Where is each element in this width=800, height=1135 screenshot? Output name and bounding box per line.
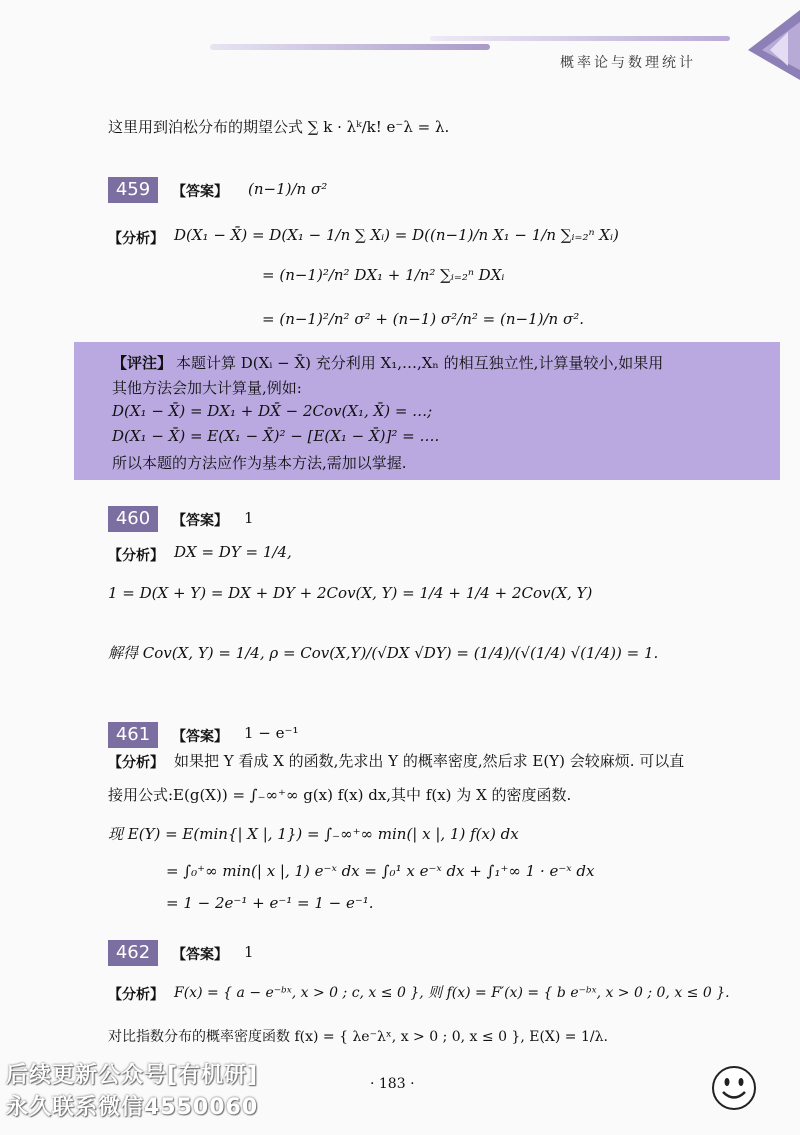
question-number-461: 461 [108, 722, 158, 748]
analysis-tag: 【分析】 [108, 755, 164, 771]
watermark-line-1: 后续更新公众号[有机研] [6, 1063, 259, 1088]
note-line-1: 本题计算 D(Xᵢ − X̄) 充分利用 X₁,…,Xₙ 的相互独立性,计算量较小,如果用 [176, 354, 664, 372]
answer-tag: 【答案】 [172, 184, 228, 200]
analysis-461-line-2: 接用公式:E(g(X)) = ∫₋∞⁺∞ g(x) f(x) dx,其中 f(x) 为 X 的密度函数. [108, 786, 572, 804]
analysis-461-line-4: = ∫₀⁺∞ min(| x |, 1) e⁻ˣ dx = ∫₀¹ x e⁻ˣ dx + ∫₁⁺∞ 1 · e⁻ˣ dx [166, 862, 595, 880]
analysis-459-line-3: = (n−1)²/n² σ² + (n−1) σ²/n² = (n−1)/n σ². [262, 310, 584, 328]
analysis-461-line-5: = 1 − 2e⁻¹ + e⁻¹ = 1 − e⁻¹. [166, 894, 374, 912]
analysis-462-line-2: 对比指数分布的概率密度函数 f(x) = { λe⁻λˣ, x > 0 ; 0, x ≤ 0 }, E(X) = 1/λ. [108, 1029, 608, 1045]
answer-462: 1 [244, 943, 254, 961]
question-number-459: 459 [108, 177, 158, 203]
smiley-icon [711, 1065, 757, 1111]
page-number: · 183 · [370, 1076, 415, 1092]
header-decoration-2 [210, 44, 490, 50]
answer-460: 1 [244, 509, 254, 527]
answer-459: (n−1)/n σ² [248, 180, 328, 198]
answer-tag: 【答案】 [172, 729, 228, 745]
question-number-460: 460 [108, 506, 158, 532]
analysis-461-line-3: 现 E(Y) = E(min{| X |, 1}) = ∫₋∞⁺∞ min(| x |, 1) f(x) dx [108, 825, 519, 843]
analysis-tag: 【分析】 [108, 987, 164, 1003]
note-line-4: D(X₁ − X̄) = E(X₁ − X̄)² − [E(X₁ − X̄)]² = …. [112, 427, 440, 445]
header-decoration [430, 36, 730, 41]
question-number-462: 462 [108, 940, 158, 966]
analysis-459-line-2: = (n−1)²/n² DX₁ + 1/n² ∑ᵢ₌₂ⁿ DXᵢ [262, 266, 505, 284]
answer-461: 1 − e⁻¹ [244, 724, 299, 742]
intro-text: 这里用到泊松分布的期望公式 ∑ k · λᵏ/k! e⁻λ = λ. [108, 118, 450, 136]
analysis-462-line-1: F(x) = { a − e⁻ᵇˣ, x > 0 ; c, x ≤ 0 }, 则 f(x) = F′(x) = { b e⁻ᵇˣ, x > 0 ; 0, x ≤ 0 }. [174, 985, 730, 1001]
analysis-459-line-1: D(X₁ − X̄) = D(X₁ − 1/n ∑ Xᵢ) = D((n−1)/n X₁ − 1/n ∑ᵢ₌₂ⁿ Xᵢ) [174, 226, 619, 244]
note-line-5: 所以本题的方法应作为基本方法,需加以掌握. [112, 454, 407, 472]
corner-triangle-icon [740, 10, 800, 80]
analysis-460-line-2: 1 = D(X + Y) = DX + DY + 2Cov(X, Y) = 1/4 + 1/4 + 2Cov(X, Y) [108, 584, 593, 602]
note-line-2: 其他方法会加大计算量,例如: [112, 379, 302, 397]
analysis-tag: 【分析】 [108, 231, 164, 247]
analysis-460-line-3: 解得 Cov(X, Y) = 1/4, ρ = Cov(X,Y)/(√DX √DY) = (1/4)/(√(1/4) √(1/4)) = 1. [108, 644, 659, 662]
answer-tag: 【答案】 [172, 513, 228, 529]
header-title: 概率论与数理统计 [560, 55, 696, 71]
analysis-460-line-1: DX = DY = 1/4, [174, 543, 292, 561]
note-tag: 【评注】 [112, 354, 173, 372]
analysis-461-line-1: 如果把 Y 看成 X 的函数,先求出 Y 的概率密度,然后求 E(Y) 会较麻烦. 可以直 [174, 752, 685, 770]
watermark-line-2: 永久联系微信4550060 [6, 1095, 259, 1120]
answer-tag: 【答案】 [172, 947, 228, 963]
note-line-3: D(X₁ − X̄) = DX₁ + DX̄ − 2Cov(X₁, X̄) = …; [112, 402, 433, 420]
analysis-tag: 【分析】 [108, 548, 164, 564]
